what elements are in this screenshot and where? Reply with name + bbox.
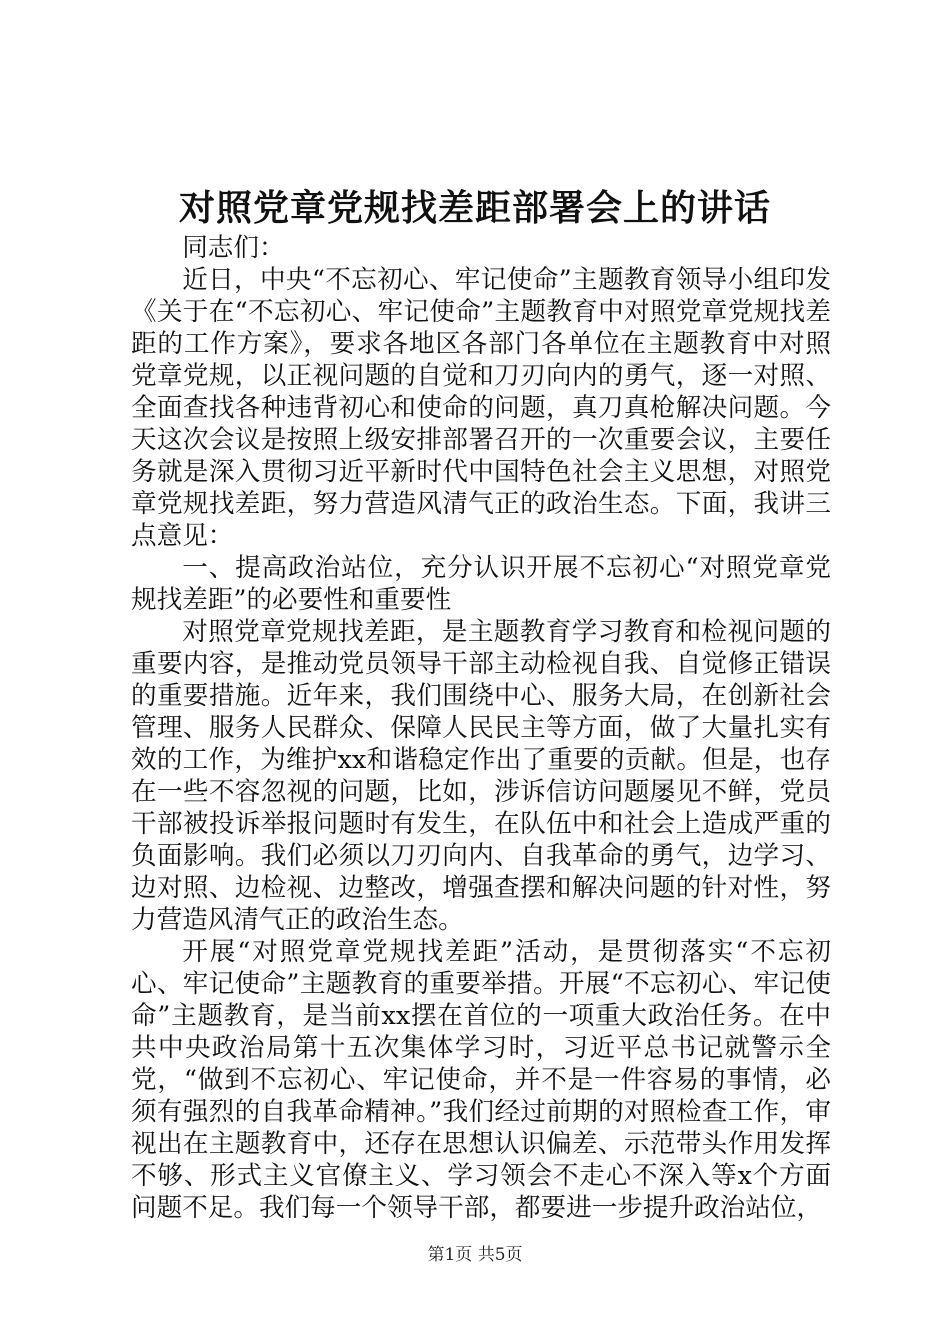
section-heading-1: 一、提高政治站位，充分认识开展不忘初心“对照党章党规找差距”的必要性和重要性	[131, 553, 831, 615]
page-footer: 第1页 共5页	[427, 1245, 523, 1265]
paragraph-intro: 近日，中央“不忘初心、牢记使命”主题教育领导小组印发《关于在“不忘初心、牢记使命”主题教育中对照党章党规找差距的工作方案》，要求各地区各部门各单位在主题教育中对照党章党规，以正视问题的自觉和刀刃向内的勇气，逐一对照、全面查找各种违背初心和使命的问题，真刀真枪解决问题。今天这次会议是按照上级安排部署召开的一次重要会议，主要任务就是深入贯彻习近平新时代中国特色社会主义思想，对照党章党规找差距，努力营造风清气正的政治生态。下面，我讲三点意见：	[131, 265, 831, 551]
paragraph-2: 开展“对照党章党规找差距”活动，是贯彻落实“不忘初心、牢记使命”主题教育的重要举措。开展“不忘初心、牢记使命”主题教育，是当前xx摆在首位的一项重大政治任务。在中共中央政治局第十五次集体学习时，习近平总书记就警示全党，“做到不忘初心、牢记使命，并不是一件容易的事情，必须有强烈的自我革命精神。”我们经过前期的对照检查工作，审视出在主题教育中，还存在思想认识偏差、示范带头作用发挥不够、形式主义官僚主义、学习领会不走心不深入等x个方面问题不足。我们每一个领导干部，都要进一步提升政治站位，	[131, 937, 831, 1223]
salutation: 同志们：	[182, 233, 285, 263]
document-title: 对照党章党规找差距部署会上的讲话	[178, 187, 771, 229]
paragraph-1: 对照党章党规找差距，是主题教育学习教育和检视问题的重要内容，是推动党员领导干部主动检视自我、自觉修正错误的重要措施。近年来，我们围绕中心、服务大局，在创新社会管理、服务人民群众、保障人民民主等方面，做了大量扎实有效的工作，为维护xx和谐稳定作出了重要的贡献。但是，也存在一些不容忽视的问题，比如，涉诉信访问题屡见不鲜，党员干部被投诉举报问题时有发生，在队伍中和社会上造成严重的负面影响。我们必须以刀刃向内、自我革命的勇气，边学习、边对照、边检视、边整改，增强查摆和解决问题的针对性，努力营造风清气正的政治生态。	[131, 617, 831, 935]
document-body	[131, 232, 831, 1224]
